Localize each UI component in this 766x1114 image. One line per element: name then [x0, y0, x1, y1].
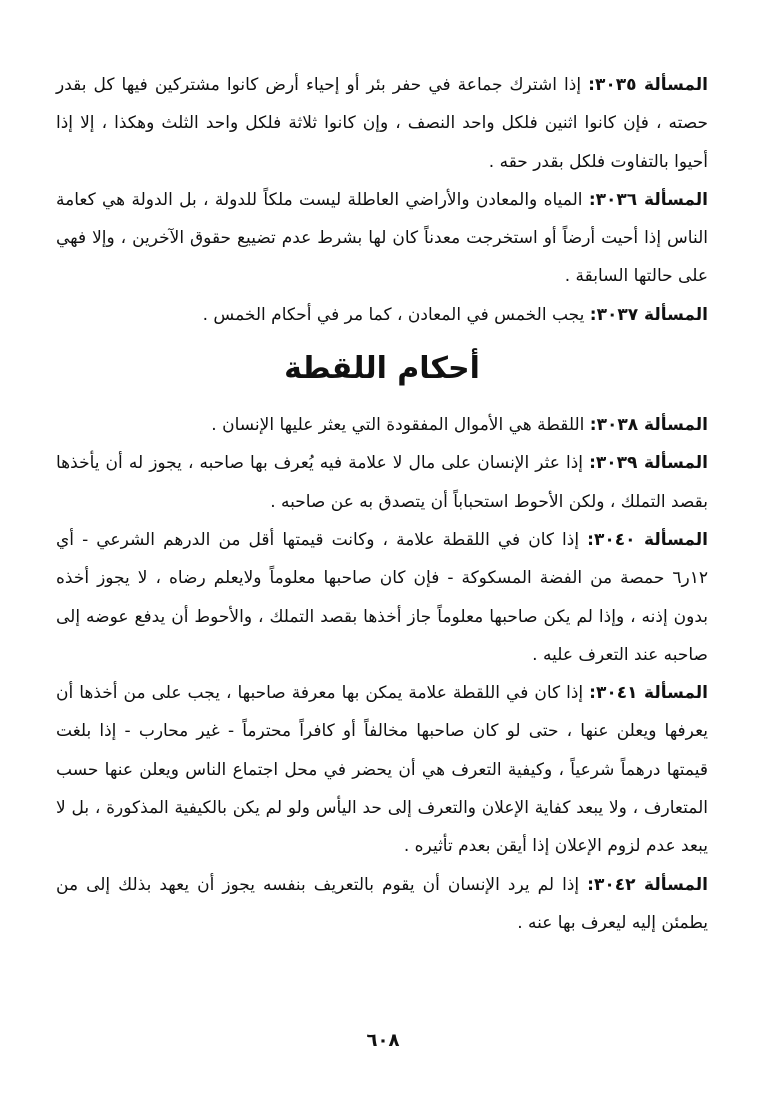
- document-page: [56, 66, 708, 942]
- issue-text: المياه والمعادن والأراضي العاطلة ليست ملكاً للدولة ، بل الدولة هي كعامة الناس إذا أحيت أرضاً أو استخرجت معدناً كان لها بشرط عدم تضييع حقوق الآخرين ، وإلا فهي على حالتها السابقة .: [56, 189, 708, 287]
- issue-label: المسألة ٣٠٤٢:: [587, 874, 708, 895]
- page-number: ٦٠٨: [366, 1030, 400, 1051]
- issue-text: إذا اشترك جماعة في حفر بئر أو إحياء أرض كانوا مشتركين فيها كل بقدر حصته ، فإن كانوا اثنين فلكل واحد النصف ، وإن كانوا ثلاثة فلكل واحد الثلث وهكذا ، إلا إذا أحيوا بالتفاوت فلكل بقدر حقه .: [56, 75, 708, 172]
- issue-text: إذا كان في اللقطة علامة ، وكانت قيمتها أقل من الدرهم الشرعي - أي ١٢ر٦ حمصة من الفضة المسكوكة - فإن كان صاحبها معلوماً ولايعلم رضاه ، لا يجوز أخذه بدون إذنه ، وإذا لم يكن صاحبها معلوماً جاز أخذها بقصد التملك ، والأحوط أن يدفع عوضه إلى صاحبه عند التعرف عليه .: [56, 529, 708, 665]
- paragraph-3040: [56, 521, 708, 674]
- paragraph-3037: [56, 296, 708, 334]
- paragraph-3038: [56, 406, 708, 444]
- issue-label: المسألة ٣٠٣٦:: [588, 189, 708, 210]
- paragraph-3041: [56, 674, 708, 865]
- paragraph-3035: [56, 66, 708, 181]
- section-heading: أحكام اللقطة: [284, 351, 480, 387]
- issue-text: إذا عثر الإنسان على مال لا علامة فيه يُعرف بها صاحبه ، يجوز له أن يأخذها بقصد التملك ، ولكن الأحوط استحباباً أن يتصدق به عن صاحبه .: [56, 453, 708, 512]
- issue-text: يجب الخمس في المعادن ، كما مر في أحكام الخمس .: [202, 304, 590, 325]
- issue-text: إذا لم يرد الإنسان أن يقوم بالتعريف بنفسه يجوز أن يعهد بذلك إلى من يطمئن إليه ليعرف بها عنه .: [56, 874, 708, 933]
- issue-text: إذا كان في اللقطة علامة يمكن بها معرفة صاحبها ، يجب على من أخذها أن يعرفها ويعلن عنها ، حتى لو كان صاحبها مخالفاً أو كافراً محترماً - غير محارب - إذا بلغت قيمتها درهماً شرعياً ، وكيفية التعرف هي أن يحضر في محل اجتماع الناس ويعلن عنها حسب المتعارف ، ولا يبعد كفاية الإعلان والتعرف إلى حد اليأس ولو لم يكن بالكيفية المذكورة ، بل لا يبعد عدم لزوم الإعلان إذا أيقن بعدم تأثيره .: [56, 683, 708, 857]
- issue-label: المسألة ٣٠٣٥:: [588, 75, 708, 95]
- issue-label: المسألة ٣٠٤١:: [589, 683, 708, 704]
- issue-label: المسألة ٣٠٣٧:: [589, 304, 708, 325]
- issue-label: المسألة ٣٠٤٠:: [587, 529, 709, 550]
- issue-label: المسألة ٣٠٣٨:: [589, 415, 708, 436]
- paragraph-3042: [56, 866, 708, 943]
- paragraph-3039: [56, 444, 708, 521]
- issue-text: اللقطة هي الأموال المفقودة التي يعثر عليها الإنسان .: [211, 415, 590, 436]
- issue-label: المسألة ٣٠٣٩:: [589, 453, 709, 474]
- paragraph-3036: [56, 181, 708, 296]
